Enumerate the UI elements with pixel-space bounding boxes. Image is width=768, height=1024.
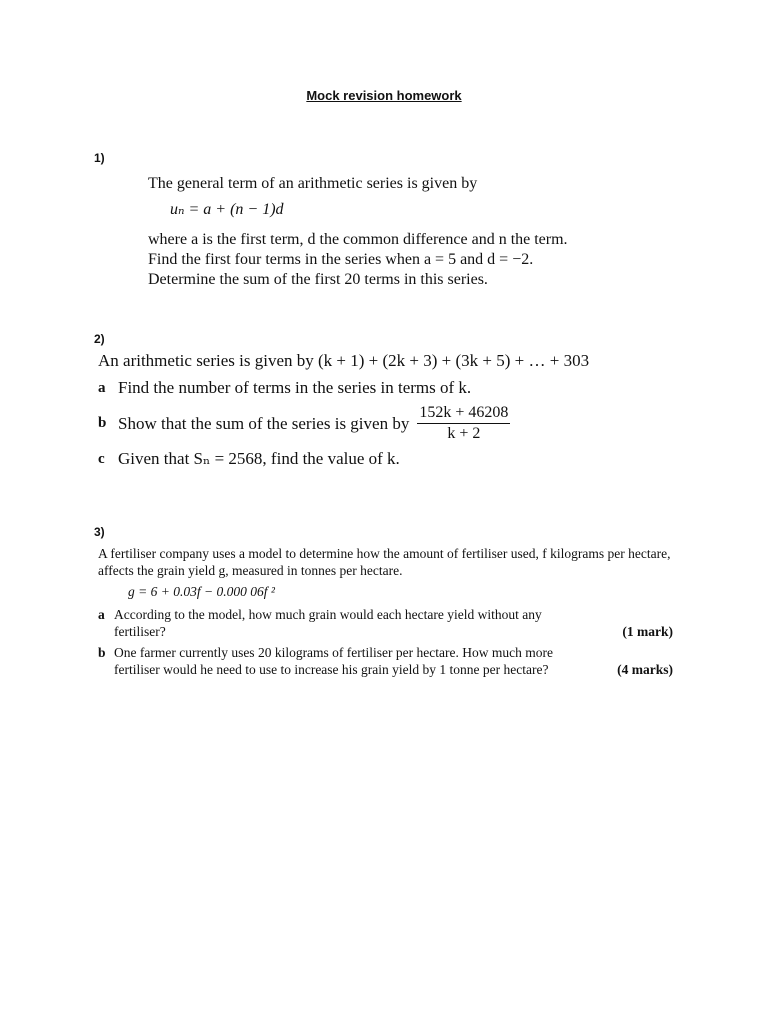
q3-part-a-label: a [98, 607, 105, 622]
fraction-denominator: k + 2 [447, 425, 481, 442]
q3-part-a-marks: (1 mark) [622, 624, 673, 639]
q3-part-a-text: According to the model, how much grain would each hectare yield without any fertiliser? [114, 607, 542, 639]
q2-part-b [98, 404, 658, 443]
question-3-number: 3) [94, 525, 105, 539]
q2-part-c [98, 449, 658, 469]
q1-line-3: Determine the sum of the first 20 terms in this series. [148, 271, 488, 288]
q2-stem: An arithmetic series is given by (k + 1) + (2k + 3) + (3k + 5) + … + 303 [98, 351, 590, 370]
q1-intro: The general term of an arithmetic series is given by [148, 175, 478, 192]
q3-formula: g = 6 + 0.03f − 0.000 06f ² [128, 584, 275, 599]
q3-part-b [98, 644, 673, 678]
q3-part-b-label: b [98, 645, 106, 660]
q3-part-b-text: One farmer currently uses 20 kilograms of fertiliser per hectare. How much more fertiliser would he need to use to increase his grain yield by 1 tonne per hectare? [114, 645, 553, 677]
q2-part-a-text: Find the number of terms in the series in terms of k. [118, 378, 472, 397]
q3-part-b-marks: (4 marks) [617, 662, 673, 677]
q3-part-a [98, 606, 673, 640]
q2-part-b-fraction [417, 404, 510, 443]
q2-part-a-label: a [98, 379, 106, 396]
q2-part-a [98, 378, 658, 398]
question-1-number: 1) [94, 151, 105, 165]
question-2-number: 2) [94, 332, 105, 346]
page-title: Mock revision homework [306, 88, 462, 103]
q2-part-c-label: c [98, 450, 105, 467]
question-2 [98, 350, 658, 469]
question-1 [148, 174, 668, 290]
q2-part-b-text: Show that the sum of the series is given by [118, 413, 410, 433]
q1-line-2: Find the first four terms in the series when a = 5 and d = −2. [148, 251, 534, 268]
q2-part-b-label: b [98, 415, 107, 431]
q3-stem: A fertiliser company uses a model to determine how the amount of fertiliser used, f kilograms per hectare, affects the grain yield g, measured in tonnes per hectare. [98, 546, 671, 578]
question-3 [98, 545, 673, 678]
fraction-numerator: 152k + 46208 [417, 404, 510, 424]
q1-line-1: where a is the first term, d the common difference and n the term. [148, 231, 568, 248]
q2-part-c-text: Given that Sₙ = 2568, find the value of k. [118, 449, 400, 468]
q1-formula: uₙ = a + (n − 1)d [170, 201, 284, 218]
